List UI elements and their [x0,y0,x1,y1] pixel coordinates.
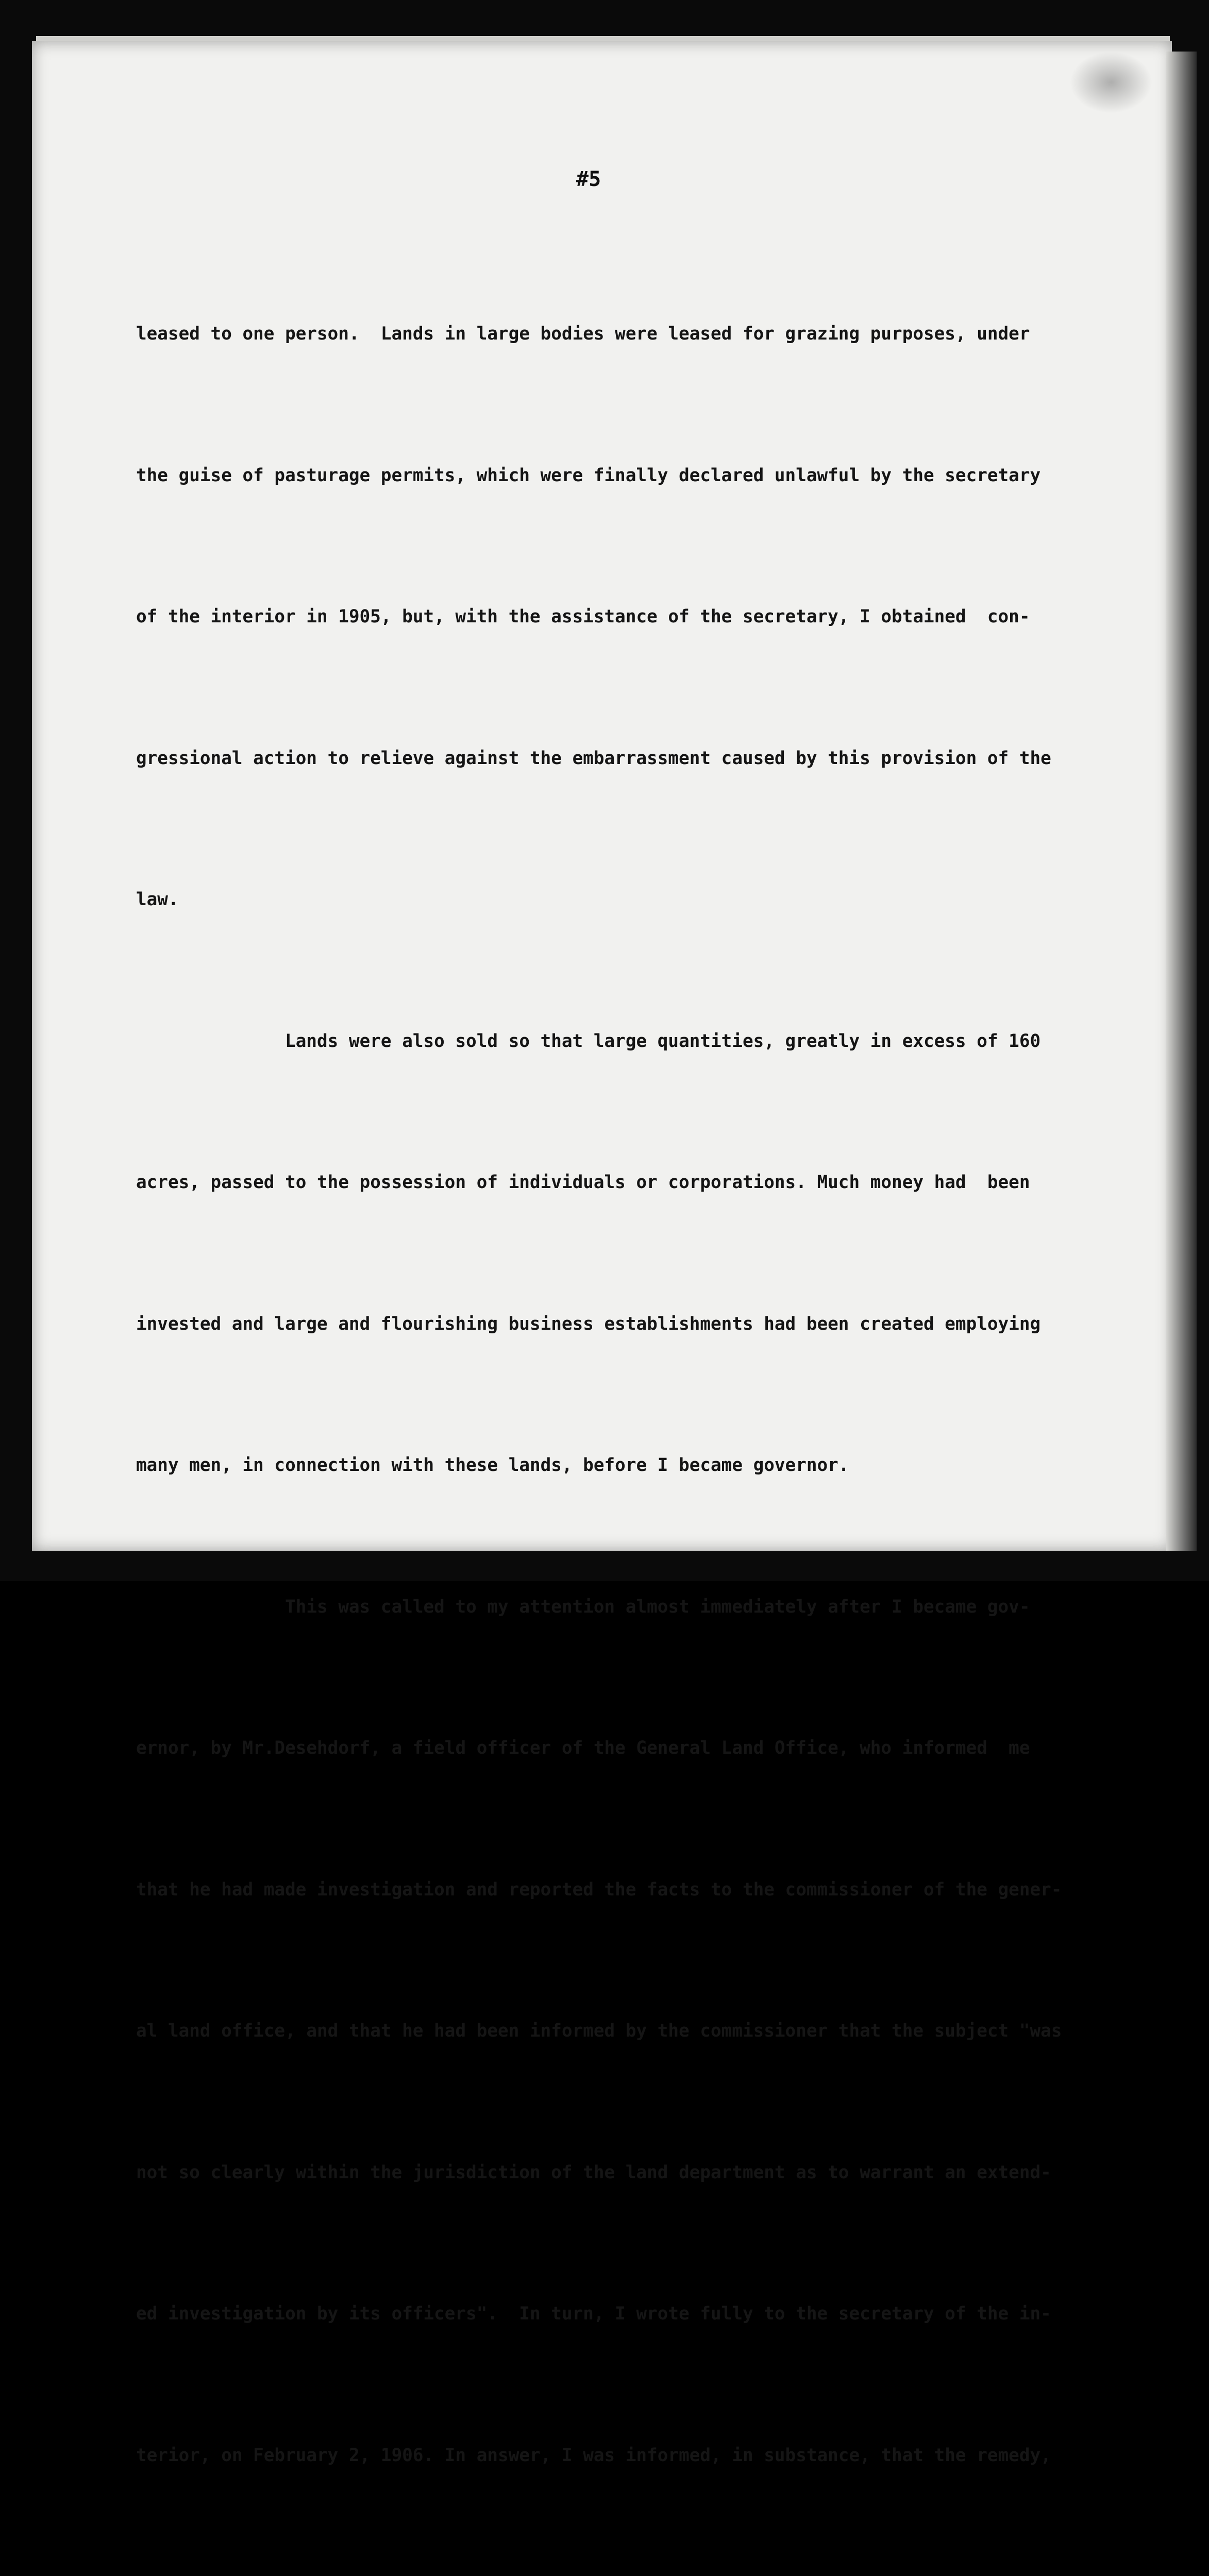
text-line: not so clearly within the jurisdiction of the land department as to warrant an extend- [136,2162,1051,2183]
text-line: gressional action to relieve against the embarrassment caused by this provision of the [136,748,1051,769]
text-line: ernor, by Mr.Desehdorf, a field officer of the General Land Office, who informed me [136,1738,1030,1758]
text-line: invested and large and flourishing business establishments had been created employing [136,1313,1041,1334]
typed-body-text [136,216,1105,2576]
text-line: law. [136,889,179,910]
text-line: the guise of pasturage permits, which were finally declared unlawful by the secretary [136,465,1041,486]
text-line: al land office, and that he had been informed by the commissioner that the subject "was [136,2021,1062,2041]
text-line: terior, on February 2, 1906. In answer, I was informed, in substance, that the remedy, [136,2445,1051,2466]
text-line: Lands were also sold so that large quantities, greatly in excess of 160 [136,1030,1041,1052]
text-line: This was called to my attention almost immediately after I became gov- [136,1596,1030,1617]
paper-right-edge [1166,52,1197,1551]
text-line: that he had made investigation and reported the facts to the commissioner of the gener- [136,1879,1062,1900]
text-line: leased to one person. Lands in large bodies were leased for grazing purposes, under [136,324,1030,344]
text-line: of the interior in 1905, but, with the assistance of the secretary, I obtained con- [136,606,1030,627]
text-line: acres, passed to the possession of individuals or corporations. Much money had been [136,1172,1030,1193]
ink-smudge [1070,52,1152,113]
text-line: ed investigation by its officers". In turn, I wrote fully to the secretary of the in- [136,2303,1051,2324]
page-number: #5 [576,167,601,191]
text-line: many men, in connection with these lands, before I became governor. [136,1455,849,1476]
text-line [136,2573,1105,2576]
